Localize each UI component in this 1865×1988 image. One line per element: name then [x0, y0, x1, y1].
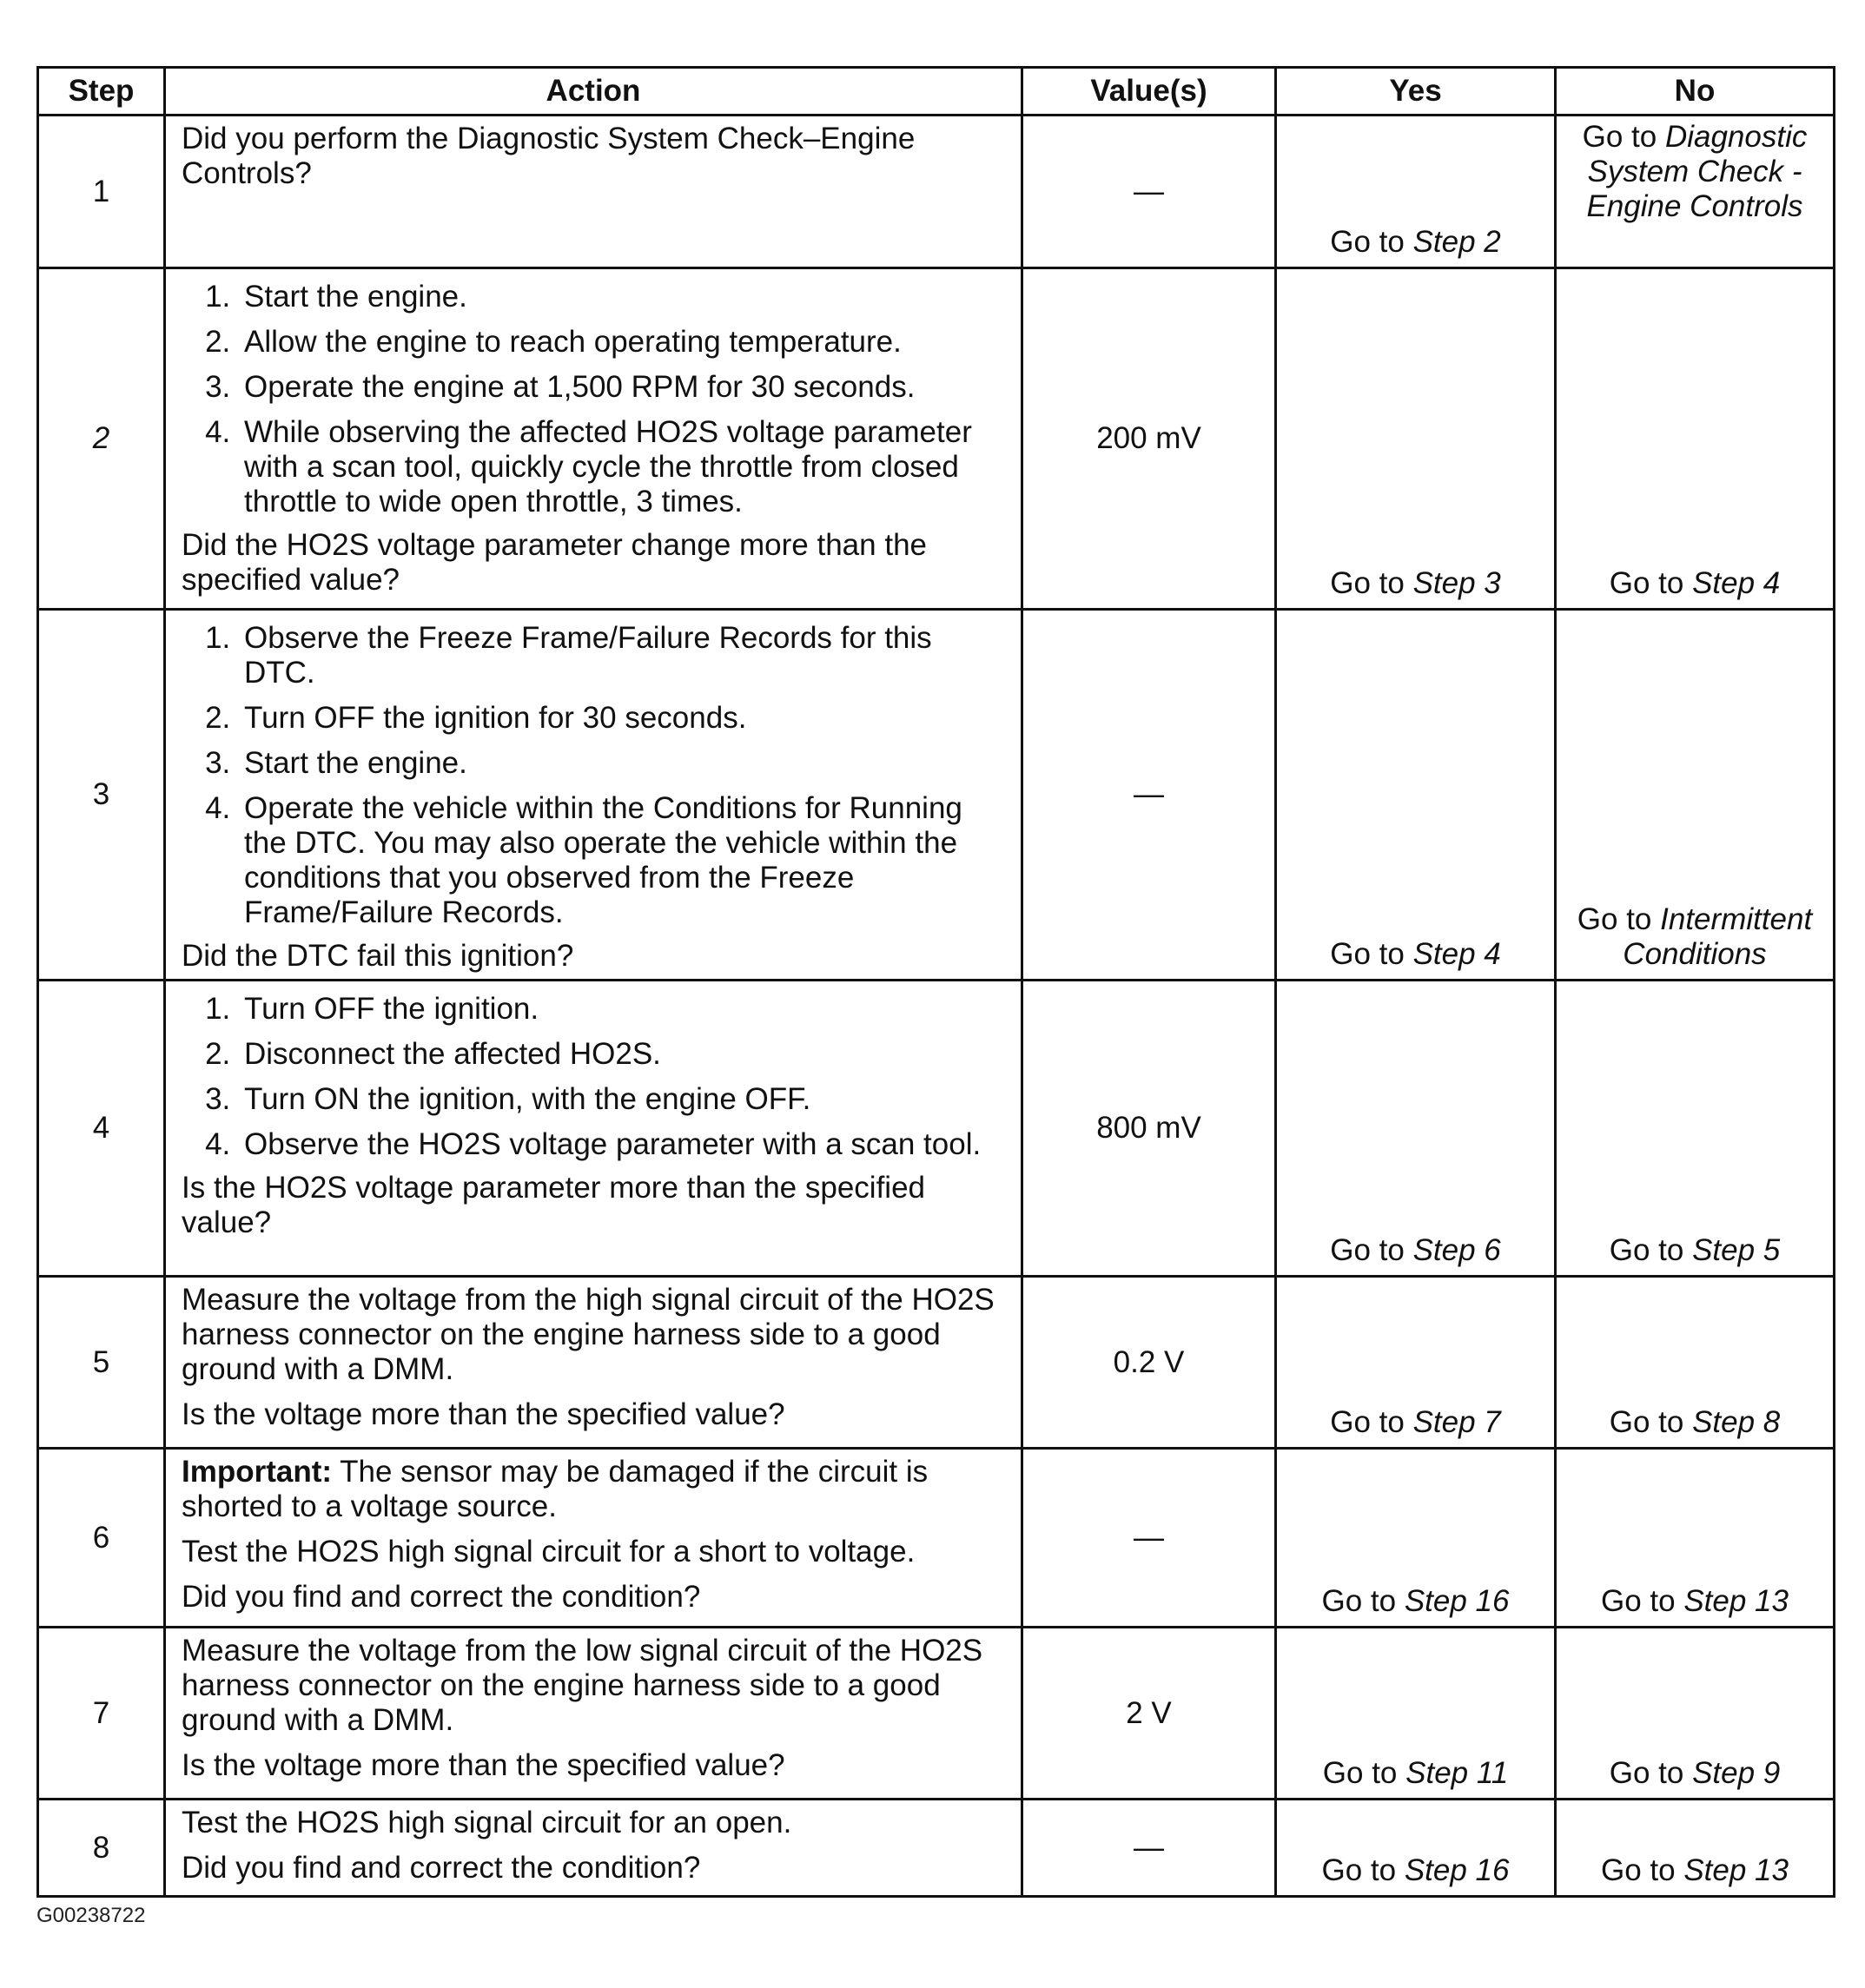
action-question: Did the DTC fail this ignition? — [182, 939, 574, 973]
no-prefix: Go to — [1577, 902, 1661, 936]
header-step: Step — [38, 68, 165, 116]
yes-step-ref: Step 16 — [1404, 1853, 1510, 1887]
action-step-item: 2. Turn OFF the ignition for 30 seconds. — [239, 701, 1010, 736]
no-prefix: Go to — [1601, 1853, 1684, 1887]
header-no: No — [1556, 68, 1835, 116]
value-cell: — — [1022, 1449, 1276, 1628]
no-cell — [1556, 1800, 1835, 1897]
figure-code: G00238722 — [36, 1904, 146, 1927]
no-prefix: Go to — [1609, 566, 1693, 600]
important-text: The sensor may be damaged if the circuit is shorted to a voltage source. — [182, 1455, 929, 1523]
table-row — [38, 268, 1835, 610]
yes-cell — [1276, 981, 1556, 1277]
header-row — [38, 68, 1835, 116]
value-cell: 800 mV — [1022, 981, 1276, 1277]
action-cell — [165, 116, 1022, 268]
no-step-ref: Step 13 — [1683, 1584, 1789, 1618]
table-row — [38, 981, 1835, 1277]
step-number: 3 — [38, 610, 165, 981]
no-prefix: Go to — [1609, 1405, 1693, 1439]
no-step-ref: Step 8 — [1692, 1405, 1781, 1439]
no-cell — [1556, 981, 1835, 1277]
action-step-item: 3. Turn ON the ignition, with the engine OFF. — [239, 1082, 1010, 1117]
action-statement: Measure the voltage from the high signal circuit of the HO2S harness connector on the engine harness side to a good ground with a DMM. — [182, 1283, 995, 1386]
action-statement: Test the HO2S high signal circuit for an open. — [182, 1806, 792, 1839]
table-row — [38, 1628, 1835, 1800]
table-row — [38, 1449, 1835, 1628]
action-step-item: 3. Start the engine. — [239, 746, 1010, 781]
yes-step-ref: Step 2 — [1412, 225, 1501, 259]
step-number: 6 — [38, 1449, 165, 1628]
no-prefix: Go to — [1609, 1233, 1693, 1267]
diagnostic-table — [36, 66, 1835, 1898]
action-step-item: 2. Disconnect the affected HO2S. — [239, 1037, 1010, 1072]
step-number: 8 — [38, 1800, 165, 1897]
yes-step-ref: Step 4 — [1412, 937, 1501, 971]
yes-step-ref: Step 6 — [1412, 1233, 1501, 1267]
no-cell — [1556, 1449, 1835, 1628]
yes-prefix: Go to — [1330, 566, 1413, 600]
value-cell: 2 V — [1022, 1628, 1276, 1800]
step-number: 2 — [38, 268, 165, 610]
action-statement: Measure the voltage from the low signal circuit of the HO2S harness connector on the engine harness side to a good ground with a DMM. — [182, 1634, 983, 1737]
action-question: Did you perform the Diagnostic System Check–Engine Controls? — [182, 122, 916, 190]
action-steps-list — [182, 992, 1010, 1162]
yes-prefix: Go to — [1321, 1584, 1405, 1618]
yes-prefix: Go to — [1321, 1853, 1405, 1887]
action-step-item: 4. While observing the affected HO2S voltage parameter with a scan tool, quickly cycle the throttle from closed throttle to wide open throttle, 3 times. — [239, 415, 1010, 519]
action-step-item: 4. Observe the HO2S voltage parameter with a scan tool. — [239, 1127, 1010, 1162]
value-cell: 0.2 V — [1022, 1277, 1276, 1449]
action-steps-list — [182, 280, 1010, 519]
no-cell — [1556, 1277, 1835, 1449]
no-cell — [1556, 268, 1835, 610]
value-cell: — — [1022, 610, 1276, 981]
no-prefix: Go to — [1601, 1584, 1684, 1618]
yes-cell — [1276, 610, 1556, 981]
action-question: Did you find and correct the condition? — [182, 1851, 701, 1885]
step-number: 4 — [38, 981, 165, 1277]
action-question: Is the voltage more than the specified value? — [182, 1397, 785, 1431]
yes-prefix: Go to — [1322, 1756, 1406, 1790]
no-step-ref: Step 4 — [1692, 566, 1781, 600]
important-label: Important: — [182, 1455, 333, 1489]
action-step-item: 1. Start the engine. — [239, 280, 1010, 314]
action-cell — [165, 1277, 1022, 1449]
yes-cell — [1276, 268, 1556, 610]
yes-cell — [1276, 1628, 1556, 1800]
action-question: Is the voltage more than the specified value? — [182, 1748, 785, 1782]
yes-step-ref: Step 3 — [1412, 566, 1501, 600]
yes-prefix: Go to — [1330, 1233, 1413, 1267]
action-cell — [165, 981, 1022, 1277]
yes-prefix: Go to — [1330, 937, 1413, 971]
action-step-item: 3. Operate the engine at 1,500 RPM for 30 seconds. — [239, 370, 1010, 405]
action-step-item: 1. Turn OFF the ignition. — [239, 992, 1010, 1027]
no-step-ref: Step 9 — [1692, 1756, 1781, 1790]
value-cell: — — [1022, 1800, 1276, 1897]
table-row — [38, 1800, 1835, 1897]
header-value: Value(s) — [1022, 68, 1276, 116]
no-step-ref: Step 5 — [1692, 1233, 1781, 1267]
action-cell — [165, 1628, 1022, 1800]
step-number: 5 — [38, 1277, 165, 1449]
important-note — [182, 1455, 1010, 1524]
value-cell: 200 mV — [1022, 268, 1276, 610]
table-row — [38, 610, 1835, 981]
action-question: Is the HO2S voltage parameter more than the specified value? — [182, 1171, 926, 1239]
no-cell — [1556, 116, 1835, 268]
no-prefix: Go to — [1582, 120, 1665, 154]
action-cell — [165, 1800, 1022, 1897]
action-statement: Test the HO2S high signal circuit for a short to voltage. — [182, 1535, 916, 1569]
action-cell — [165, 1449, 1022, 1628]
no-cell — [1556, 1628, 1835, 1800]
table-row — [38, 116, 1835, 268]
yes-prefix: Go to — [1330, 1405, 1413, 1439]
no-cell — [1556, 610, 1835, 981]
yes-cell — [1276, 1449, 1556, 1628]
action-step-item: 1. Observe the Freeze Frame/Failure Records for this DTC. — [239, 621, 1010, 690]
action-steps-list — [182, 621, 1010, 930]
yes-step-ref: Step 7 — [1412, 1405, 1501, 1439]
action-cell — [165, 610, 1022, 981]
yes-cell — [1276, 1800, 1556, 1897]
yes-cell — [1276, 1277, 1556, 1449]
no-step-ref: Intermittent Conditions — [1623, 902, 1813, 971]
yes-cell — [1276, 116, 1556, 268]
yes-prefix: Go to — [1330, 225, 1413, 259]
table-row — [38, 1277, 1835, 1449]
header-yes: Yes — [1276, 68, 1556, 116]
action-question: Did you find and correct the condition? — [182, 1580, 701, 1614]
step-number: 1 — [38, 116, 165, 268]
no-step-ref: Diagnostic System Check - Engine Controls — [1586, 120, 1808, 223]
yes-step-ref: Step 11 — [1405, 1756, 1509, 1790]
no-prefix: Go to — [1609, 1756, 1693, 1790]
action-cell — [165, 268, 1022, 610]
action-step-item: 4. Operate the vehicle within the Conditions for Running the DTC. You may also operate the vehicle within the conditions that you observed from the Freeze Frame/Failure Records. — [239, 791, 1010, 930]
yes-step-ref: Step 16 — [1404, 1584, 1510, 1618]
step-number: 7 — [38, 1628, 165, 1800]
no-step-ref: Step 13 — [1683, 1853, 1789, 1887]
value-cell: — — [1022, 116, 1276, 268]
action-question: Did the HO2S voltage parameter change more than the specified value? — [182, 528, 927, 597]
header-action: Action — [165, 68, 1022, 116]
action-step-item: 2. Allow the engine to reach operating temperature. — [239, 325, 1010, 360]
